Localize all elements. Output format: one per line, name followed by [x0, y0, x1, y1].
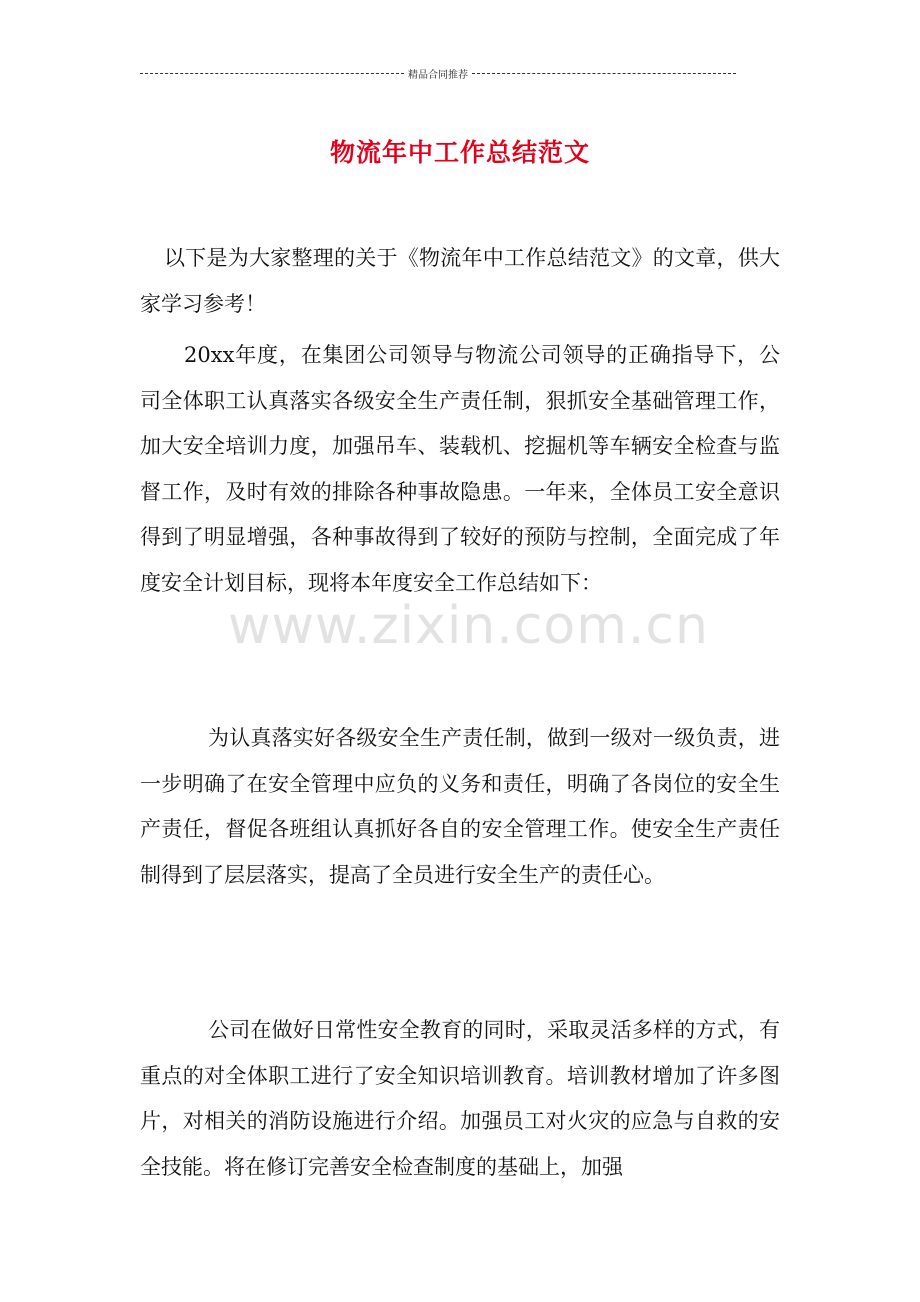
intro-paragraph: 以下是为大家整理的关于《物流年中工作总结范文》的文章，供大家学习参考！ [140, 246, 780, 316]
paragraph-2: 为认真落实好各级安全生产责任制，做到一级对一级负责，进一步明确了在安全管理中应负的义务和责任，明确了各岗位的安全生产责任，督促各班组认真抓好各自的安全管理工作。使安全生产责任制得到了层层落实，提高了全员进行安全生产的责任心。 [140, 726, 780, 887]
header-label: 精品合同推荐 [408, 70, 468, 81]
paragraph-1: 20xx年度，在集团公司领导与物流公司领导的正确指导下，公司全体职工认真落实各级安全生产责任制，狠抓安全基础管理工作，加大安全培训力度，加强吊车、装载机、挖掘机等车辆安全检查与监督工作，及时有效的排除各种事故隐患。一年来，全体员工安全意识得到了明显增强，各种事故得到了较好的预防与控制，全面完成了年度安全计划目标，现将本年度安全工作总结如下： [140, 343, 780, 595]
watermark: www.zixin.com.cn [228, 596, 709, 656]
paragraph-3: 公司在做好日常性安全教育的同时，采取灵活多样的方式，有重点的对全体职工进行了安全知识培训教育。培训教材增加了许多图片，对相关的消防设施进行介绍。加强员工对火灾的应急与自救的安全技能。将在修订完善安全检查制度的基础上，加强 [140, 1018, 780, 1179]
header-divider [140, 66, 736, 81]
header-dash-right [472, 73, 736, 74]
document-title: 物流年中工作总结范文 [329, 137, 590, 167]
header-dash-left [140, 73, 404, 74]
